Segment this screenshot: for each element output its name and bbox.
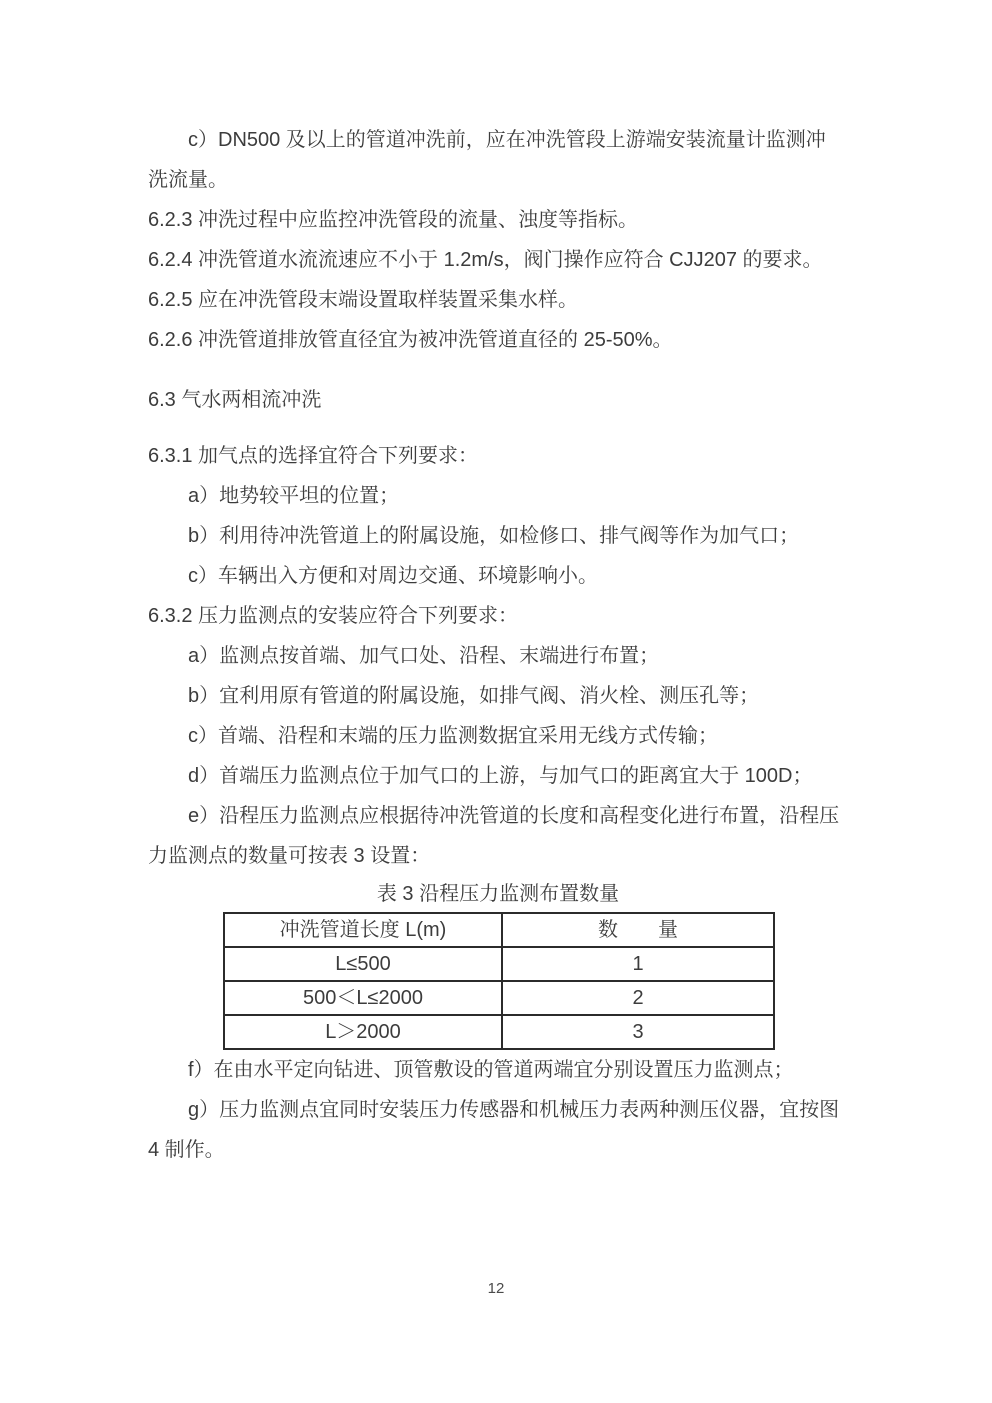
clause-6-3-2-a: a）监测点按首端、加气口处、沿程、末端进行布置； [188,645,660,667]
table3-cell-qty-3: 3 [502,1015,774,1049]
clause-6-3-2-g-line1: g）压力监测点宜同时安装压力传感器和机械压力表两种测压仪器，宜按图 [188,1099,840,1121]
clause-6-3-2-b: b）宜利用原有管道的附属设施，如排气阀、消火栓、测压孔等； [188,685,760,707]
table3-header-quantity: 数 量 [502,913,774,947]
clause-6-3-2-g-line2: 4 制作。 [148,1139,225,1161]
page-number: 12 [487,1280,505,1297]
table3-cell-qty-1: 1 [502,947,774,981]
clause-6-3-2-d: d）首端压力监测点位于加气口的上游，与加气口的距离宜大于 100D； [188,765,813,787]
clause-6-2-c-line2: 洗流量。 [148,169,228,191]
clause-6-2-c-line1: c）DN500 及以上的管道冲洗前，应在冲洗管段上游端安装流量计监测冲 [188,129,826,151]
section-heading-6-3: 6.3 气水两相流冲洗 [148,389,322,411]
table-row [224,1015,774,1049]
table3-cell-length-1: L≤500 [224,947,502,981]
clause-6-3-2-e-line2: 力监测点的数量可按表 3 设置： [148,845,431,867]
table3-pressure-monitoring [223,912,775,1050]
clause-6-3-2-f: f）在由水平定向钻进、顶管敷设的管道两端宜分别设置压力监测点； [188,1059,794,1081]
clause-6-3-2-e-line1: e）沿程压力监测点应根据待冲洗管道的长度和高程变化进行布置，沿程压 [188,805,840,827]
clause-6-2-6: 6.2.6 冲洗管道排放管直径宜为被冲洗管道直径的 25-50%。 [148,329,673,351]
table3-header-row [224,913,774,947]
clause-6-2-5: 6.2.5 应在冲洗管段末端设置取样装置采集水样。 [148,289,579,311]
clause-6-3-2: 6.3.2 压力监测点的安装应符合下列要求： [148,605,519,627]
table-row [224,981,774,1015]
clause-6-3-1-a: a）地势较平坦的位置； [188,485,400,507]
table3-cell-length-3: L＞2000 [224,1015,502,1049]
table3-cell-length-2: 500＜L≤2000 [224,981,502,1015]
table3-caption: 表 3 沿程压力监测布置数量 [376,883,620,905]
clause-6-3-1: 6.3.1 加气点的选择宜符合下列要求： [148,445,479,467]
table3-cell-qty-2: 2 [502,981,774,1015]
clause-6-3-2-c: c）首端、沿程和末端的压力监测数据宜采用无线方式传输； [188,725,718,747]
clause-6-3-1-b: b）利用待冲洗管道上的附属设施，如检修口、排气阀等作为加气口； [188,525,800,547]
clause-6-3-1-c: c）车辆出入方便和对周边交通、环境影响小。 [188,565,598,587]
page-content [148,120,848,1170]
clause-6-2-3: 6.2.3 冲洗过程中应监控冲洗管段的流量、浊度等指标。 [148,209,639,231]
table3-header-pipe-length: 冲洗管道长度 L(m) [224,913,502,947]
table-row [224,947,774,981]
clause-6-2-4: 6.2.4 冲洗管道水流流速应不小于 1.2m/s，阀门操作应符合 CJJ207 的要求。 [148,249,823,271]
